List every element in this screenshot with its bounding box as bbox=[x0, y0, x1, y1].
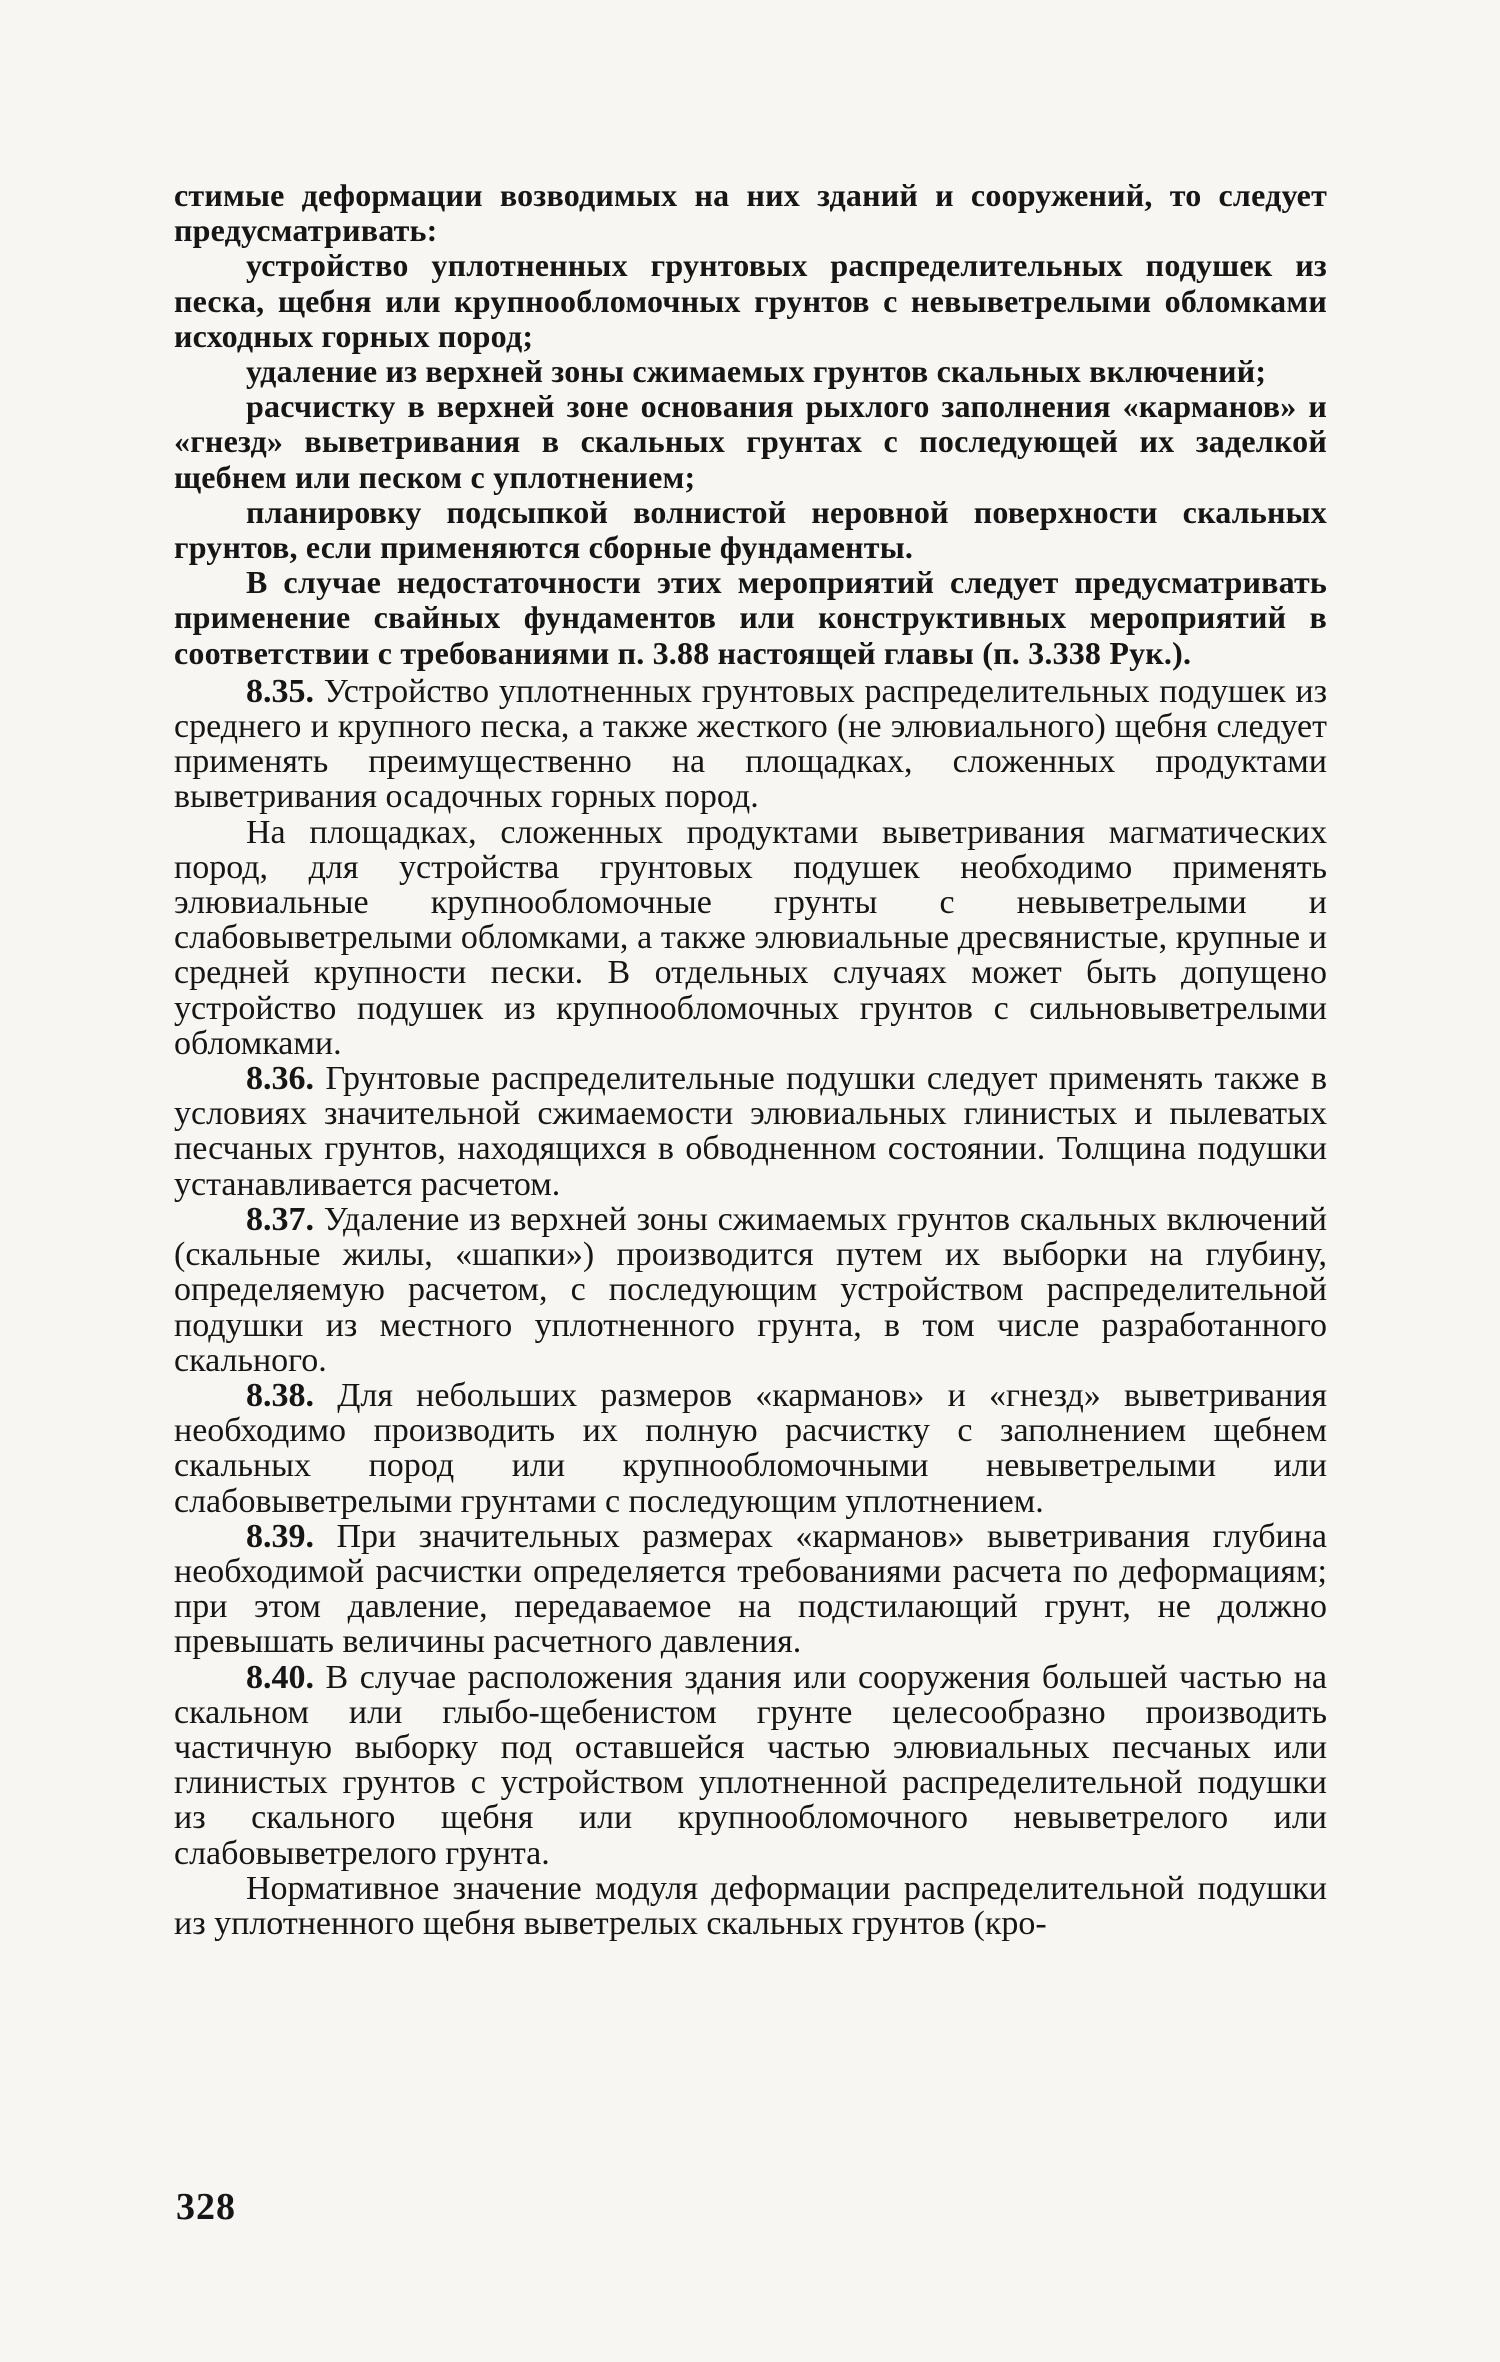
section-number: 8.37. bbox=[246, 1200, 314, 1238]
section-text: В случае расположения здания или сооружения большей частью на скальном или глыбо-щебенистом грунте целесообразно производить частичную выборку под оставшейся частью элювиальных песчаных или глинистых грунтов с устройством уплотненной распределительной подушки из скального щебня или крупнообломочного невыветрелого или слабовыветрелого грунта. bbox=[174, 1658, 1327, 1872]
page-number: 328 bbox=[176, 2186, 236, 2228]
section-number: 8.35. bbox=[246, 672, 314, 710]
section-8-40-continued bbox=[174, 1871, 1327, 1941]
section-8-38 bbox=[174, 1378, 1327, 1519]
section-number: 8.38. bbox=[246, 1376, 314, 1414]
section-number: 8.40. bbox=[246, 1658, 314, 1696]
section-8-40 bbox=[174, 1660, 1327, 1871]
section-text: На площадках, сложенных продуктами выветривания магматических пород, для устройства грунтовых подушек необходимо применять элювиальные крупнообломочные грунты с невыветрелыми и слабовыветрелыми обломками, а также элювиальные дресвянистые, крупные и средней крупности пески. В отдельных случаях может быть допущено устройство подушек из крупнообломочных грунтов с сильновыветрелыми обломками. bbox=[174, 813, 1327, 1062]
section-8-35-continued bbox=[174, 815, 1327, 1061]
bold-paragraph-pocket-cleaning: расчистку в верхней зоне основания рыхлого заполнения «карманов» и «гнезд» выветривания в скальных грунтах с последующей их заделкой щебнем или песком с уплотнением; bbox=[174, 388, 1327, 495]
document-page bbox=[174, 178, 1327, 1941]
bold-paragraph-soil-cushion: устройство уплотненных грунтовых распределительных подушек из песка, щебня или крупнообломочных грунтов с невыветрелыми обломками исходных горных пород; bbox=[174, 247, 1327, 354]
section-text: Устройство уплотненных грунтовых распределительных подушек из среднего и крупного песка, а также жесткого (не элювиального) щебня следует применять преимущественно на площадках, сложенных продуктами выветривания осадочных горных пород. bbox=[174, 672, 1328, 816]
section-text: Для небольших размеров «карманов» и «гнезд» выветривания необходимо производить их полную расчистку с заполнением щебнем скальных пород или крупнообломочными невыветрелыми или слабовыветрелыми грунтами с последующим уплотнением. bbox=[174, 1376, 1327, 1520]
section-number: 8.36. bbox=[246, 1060, 314, 1098]
section-number: 8.39. bbox=[246, 1517, 314, 1555]
bold-paragraph-intro: стимые деформации возводимых на них зданий и сооружений, то следует предусматривать: bbox=[174, 177, 1327, 249]
section-8-37 bbox=[174, 1202, 1327, 1378]
section-text: Грунтовые распределительные подушки следует применять также в условиях значительной сжимаемости элювиальных глинистых и пылеватых песчаных грунтов, находящихся в обводненном состоянии. Толщина подушки устанавливается расчетом. bbox=[174, 1060, 1327, 1203]
section-8-35 bbox=[174, 674, 1327, 815]
section-text: Удаление из верхней зоны сжимаемых грунтов скальных включений (скальные жилы, «шапки») производится путем их выборки на глубину, определяемую расчетом, с последующим устройством распределительной подушки из местного уплотненного грунта, в том числе разработанного скального. bbox=[174, 1200, 1327, 1379]
bold-paragraph-pile-foundations: В случае недостаточности этих мероприятий следует предусматривать применение свайных фундаментов или конструктивных мероприятий в соответствии с требованиями п. 3.88 настоящей главы (п. 3.338 Рук.). bbox=[174, 564, 1327, 671]
section-8-36 bbox=[174, 1061, 1327, 1202]
bold-paragraph-rock-inclusions: удаление из верхней зоны сжимаемых грунтов скальных включений; bbox=[246, 353, 1267, 390]
bold-paragraph-surface-leveling: планировку подсыпкой волнистой неровной поверхности скальных грунтов, если применяются сборные фундаменты. bbox=[174, 493, 1327, 566]
section-8-39 bbox=[174, 1519, 1327, 1660]
section-text: Нормативное значение модуля деформации распределительной подушки из уплотненного щебня выветрелых скальных грунтов (кро- bbox=[174, 1869, 1327, 1942]
section-text: При значительных размерах «карманов» выветривания глубина необходимой расчистки определяется требованиями расчета по деформациям; при этом давление, передаваемое на подстилающий грунт, не должно превышать величины расчетного давления. bbox=[174, 1517, 1328, 1661]
